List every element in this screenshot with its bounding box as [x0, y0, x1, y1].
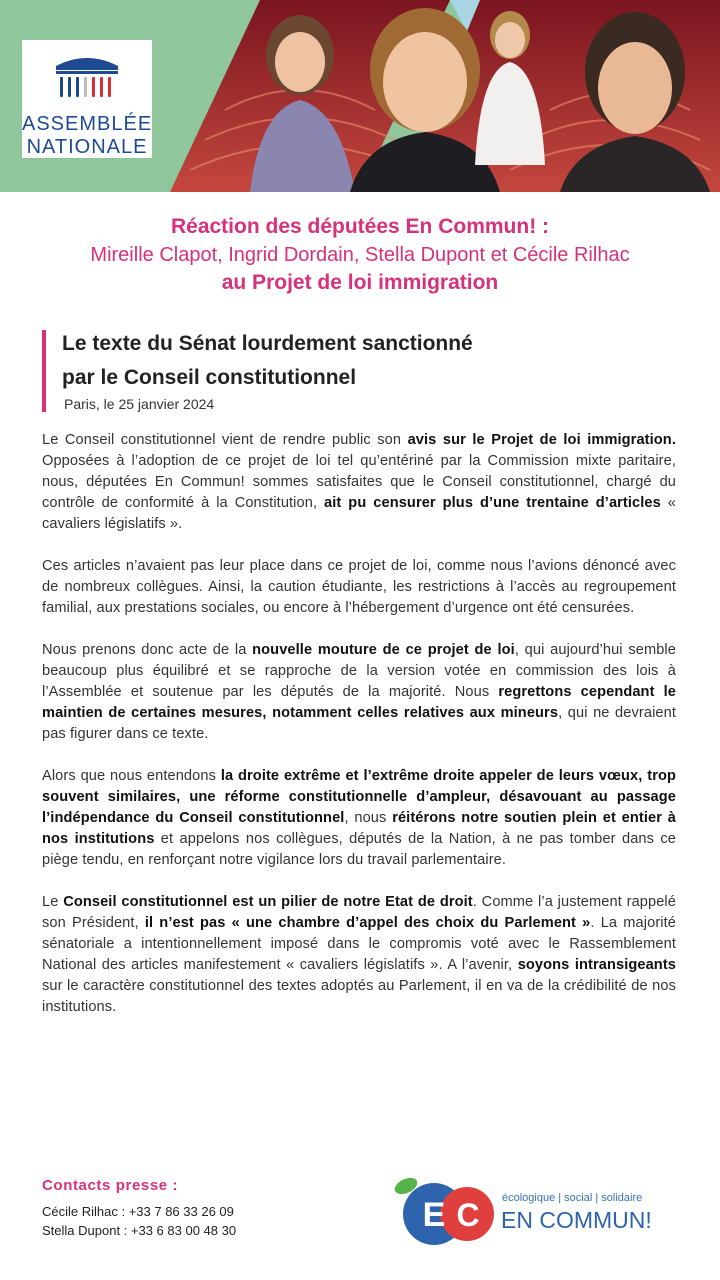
emphasized-text: Conseil constitutionnel est un pilier de notre Etat de droit [63, 894, 473, 910]
heading-line-2: Mireille Clapot, Ingrid Dordain, Stella Dupont et Cécile Rilhac [90, 244, 630, 266]
contacts-title: Contacts presse : [42, 1177, 179, 1194]
emphasized-text: il n’est pas « une chambre d’appel des choix du Parlement » [144, 915, 591, 931]
body-text: , qui ne devraient pas figurer dans ce texte. [42, 705, 676, 742]
body-paragraph-3 [42, 640, 676, 745]
body-text: . La majorité sénatoriale a intentionnellement imposé dans le compromis voté avec le Rassemblement National des articles manifestement « cavaliers législatifs ». A l’avenir, [42, 915, 676, 973]
body-text: Opposées à l’adoption de ce projet de loi tel qu’entériné par la Commission mixte paritaire, nous, députées En Commun! sommes satisfaites que le Conseil constitutionnel, chargé du contrôle de conformité à la Constitution, [42, 453, 676, 511]
body-text: sur le caractère constitutionnel des textes adoptés au Parlement, il en va de la crédibilité de nos institutions. [42, 978, 676, 1015]
en-commun-logo [388, 1174, 688, 1246]
emphasized-text: réitérons notre soutien plein et entier à nos institutions [42, 810, 676, 847]
ec-letter-c: C [456, 1197, 480, 1233]
subtitle-line-1: Le texte du Sénat lourdement sanctionné [62, 332, 473, 355]
body-text: Nous prenons donc acte de la [42, 642, 253, 658]
body-text: Le Conseil constitutionnel vient de rendre public son [42, 432, 408, 448]
emphasized-text: soyons intransigeants [517, 957, 676, 973]
body-text: Ces articles n’avaient pas leur place dans ce projet de loi, comme nous l’avions dénoncé avec de nombreux collègues. Ainsi, la caution étudiante, les restrictions à l’accès au regroupement familial, aux prestations sociales, ou encore à l’hébergement d’urgence ont été censurées. [42, 558, 676, 616]
emphasized-text: avis sur le Projet de loi immigration. [407, 432, 676, 448]
logo-text-assemblee: ASSEMBLÉE [22, 113, 153, 135]
press-release-heading [0, 214, 720, 296]
body-text: Le [42, 894, 64, 910]
emphasized-text: regrettons cependant le maintien de certaines mesures, notamment celles relatives aux mineurs [42, 684, 677, 721]
heading-line-3: au Projet de loi immigration [221, 271, 499, 294]
heading-line-1: Réaction des députées En Commun! : [170, 215, 550, 238]
body-paragraph-5 [42, 892, 676, 1018]
deputies-photo-collage [150, 0, 720, 192]
emphasized-text: la droite extrême et l’extrême droite appeler de leurs vœux, trop souvent similaires, une réforme constitutionnelle d’ampleur, désavouant au passage l’indépendance du Conseil constitutionnel [42, 768, 676, 826]
subtitle-block [42, 330, 686, 412]
body-paragraph-1 [42, 430, 676, 535]
press-release-body [42, 430, 676, 1039]
contact-stella-dupont: Stella Dupont : +33 6 83 00 48 30 [42, 1223, 237, 1238]
contact-cecile-rilhac: Cécile Rilhac : +33 7 86 33 26 09 [42, 1204, 234, 1219]
body-text: et appelons nos collègues, députés de la Nation, à ne pas tomber dans ce piège tendu, en renforçant notre vigilance lors du travail parlementaire. [42, 831, 677, 868]
body-text: , qui aujourd’hui semble beaucoup plus équilibré et se rapproche de la version votée en commission des lois à l’Assemblée et soutenue par les députés de la majorité. Nous [42, 642, 676, 700]
en-commun-emblem-icon [388, 1174, 498, 1246]
assemblee-nationale-logo [22, 40, 152, 158]
body-text: Alors que nous entendons [42, 768, 221, 784]
body-text: « cavaliers législatifs ». [42, 495, 677, 532]
body-paragraph-2 [42, 556, 676, 619]
body-text: . Comme l’a justement rappelé son Président, [42, 894, 676, 931]
emphasized-text: nouvelle mouture de ce projet de loi [252, 642, 515, 658]
emphasized-text: ait pu censurer plus d’une trentaine d’articles [324, 495, 661, 511]
header-banner [0, 0, 720, 192]
ec-letter-e: E [422, 1196, 446, 1234]
release-date: Paris, le 25 janvier 2024 [64, 396, 215, 412]
en-commun-tagline: écologique | social | solidaire [502, 1192, 643, 1204]
subtitle-line-2: par le Conseil constitutionnel [62, 366, 357, 389]
en-commun-name: EN COMMUN! [501, 1207, 652, 1233]
logo-text-nationale: NATIONALE [26, 136, 148, 158]
body-paragraph-4 [42, 766, 676, 871]
press-contacts [42, 1177, 342, 1238]
body-text: , nous [344, 810, 393, 826]
